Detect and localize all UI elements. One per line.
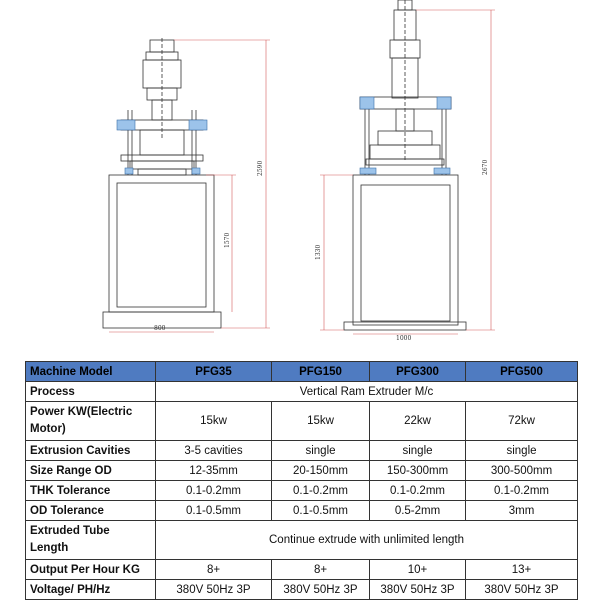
cell: 380V 50Hz 3P xyxy=(466,580,578,600)
row-label: OD Tolerance xyxy=(26,501,156,521)
right-width-dim: 1000 xyxy=(396,335,412,342)
row-span-value: Continue extrude with unlimited length xyxy=(156,521,578,560)
cell: 0.1-0.5mm xyxy=(272,501,370,521)
table-row xyxy=(26,560,578,580)
cell: 300-500mm xyxy=(466,461,578,481)
table-row xyxy=(26,402,578,441)
right-blue-accents xyxy=(360,97,451,174)
cell: single xyxy=(466,441,578,461)
table-row xyxy=(26,461,578,481)
cell: 13+ xyxy=(466,560,578,580)
cell: 380V 50Hz 3P xyxy=(156,580,272,600)
right-dimensions xyxy=(320,10,495,334)
left-inner-dim: 1570 xyxy=(224,232,231,248)
table-row xyxy=(26,382,578,402)
cell: 20-150mm xyxy=(272,461,370,481)
cell: 72kw xyxy=(466,402,578,441)
cell: 22kw xyxy=(370,402,466,441)
right-total-dim: 2670 xyxy=(482,159,489,175)
row-label: THK Tolerance xyxy=(26,481,156,501)
cell: 150-300mm xyxy=(370,461,466,481)
row-label: Size Range OD xyxy=(26,461,156,481)
cell: single xyxy=(272,441,370,461)
header-cell: Machine Model xyxy=(26,362,156,382)
cell: single xyxy=(370,441,466,461)
header-cell: PFG300 xyxy=(370,362,466,382)
cell: 8+ xyxy=(156,560,272,580)
cell: 0.1-0.2mm xyxy=(156,481,272,501)
cell: 380V 50Hz 3P xyxy=(272,580,370,600)
row-label: Voltage/ PH/Hz xyxy=(26,580,156,600)
cell: 3mm xyxy=(466,501,578,521)
cell: 380V 50Hz 3P xyxy=(370,580,466,600)
cell: 15kw xyxy=(272,402,370,441)
cell: 15kw xyxy=(156,402,272,441)
left-height-dim: 2590 xyxy=(257,160,264,176)
table-row xyxy=(26,441,578,461)
table-row xyxy=(26,481,578,501)
right-height-dim: 1330 xyxy=(315,244,322,260)
header-cell: PFG35 xyxy=(156,362,272,382)
table-header-row xyxy=(26,362,578,382)
table-row xyxy=(26,580,578,600)
cell: 10+ xyxy=(370,560,466,580)
cell: 3-5 cavities xyxy=(156,441,272,461)
header-cell: PFG150 xyxy=(272,362,370,382)
cell: 12-35mm xyxy=(156,461,272,481)
table-row xyxy=(26,521,578,560)
row-label: Power KW(Electric Motor) xyxy=(26,402,156,441)
right-machine-drawing xyxy=(344,0,466,330)
cell: 8+ xyxy=(272,560,370,580)
cell: 0.1-0.2mm xyxy=(272,481,370,501)
header-cell: PFG500 xyxy=(466,362,578,382)
left-width-dim: 800 xyxy=(154,325,166,332)
cell: 0.1-0.2mm xyxy=(466,481,578,501)
row-label: Extruded Tube Length xyxy=(26,521,156,560)
cell: 0.1-0.2mm xyxy=(370,481,466,501)
row-label: Output Per Hour KG xyxy=(26,560,156,580)
table-row xyxy=(26,501,578,521)
row-label: Process xyxy=(26,382,156,402)
left-dimensions xyxy=(109,40,270,332)
spec-table xyxy=(25,361,578,600)
row-label: Extrusion Cavities xyxy=(26,441,156,461)
row-span-value: Vertical Ram Extruder M/c xyxy=(156,382,578,402)
cell: 0.5-2mm xyxy=(370,501,466,521)
cell: 0.1-0.5mm xyxy=(156,501,272,521)
left-machine-drawing xyxy=(103,38,221,328)
